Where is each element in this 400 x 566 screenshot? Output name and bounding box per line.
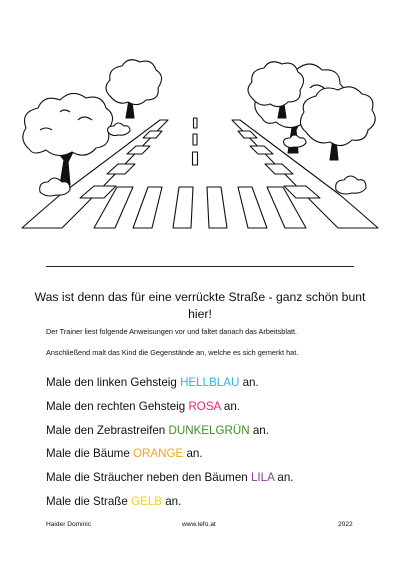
zebra-crossing [94, 187, 306, 228]
instruction-text: Male den Zebrastreifen [46, 423, 169, 437]
footer-author: Haider Dominic [46, 521, 92, 528]
right-bush-back [284, 135, 306, 148]
instruction-suffix: an. [162, 494, 182, 508]
instruction-suffix: an. [239, 376, 259, 389]
street-with-trees-icon [0, 0, 400, 245]
color-word: GELB [131, 494, 162, 508]
footer-year: 2022 [338, 521, 353, 528]
color-word: DUNKELGRÜN [168, 423, 250, 437]
instruction-line [46, 376, 366, 400]
instruction-text: Male den linken Gehsteig [46, 376, 181, 389]
right-bush-front [336, 176, 366, 194]
right-tree-far [300, 87, 375, 160]
instruction-line [46, 447, 366, 471]
instruction-text: Male die Bäume [46, 447, 133, 461]
child-note: Anschließend malt das Kind die Gegenstände an, welche es sich gemerkt hat. [46, 348, 299, 357]
instruction-suffix: an. [249, 423, 269, 437]
color-word: ORANGE [133, 447, 184, 461]
instruction-text: Male den rechten Gehsteig [46, 399, 189, 413]
road-center-line [193, 118, 198, 165]
color-word: LILA [250, 471, 275, 485]
instruction-text: Male die Straße [46, 494, 132, 508]
color-word: ROSA [188, 399, 221, 413]
left-tree-back [106, 60, 162, 118]
worksheet-headline: Was ist denn das für eine verrückte Straße - ganz schön bunt hier! [34, 290, 366, 321]
instruction-line [46, 471, 366, 495]
instruction-list [46, 376, 366, 519]
instruction-text: Male die Sträucher neben den Bäumen [46, 471, 251, 485]
instruction-suffix: an. [220, 399, 240, 413]
instruction-line [46, 400, 366, 424]
footer-website: www.lefo.at [182, 521, 216, 528]
instruction-suffix: an. [274, 471, 294, 485]
trainer-note: Der Trainer liest folgende Anweisungen vor und faltet danach das Arbeitsblatt. [46, 327, 298, 336]
instruction-line [46, 424, 366, 448]
instruction-line [46, 495, 366, 519]
fold-line [46, 266, 354, 267]
instruction-suffix: an. [183, 447, 203, 461]
color-word: HELLBLAU [180, 376, 240, 389]
